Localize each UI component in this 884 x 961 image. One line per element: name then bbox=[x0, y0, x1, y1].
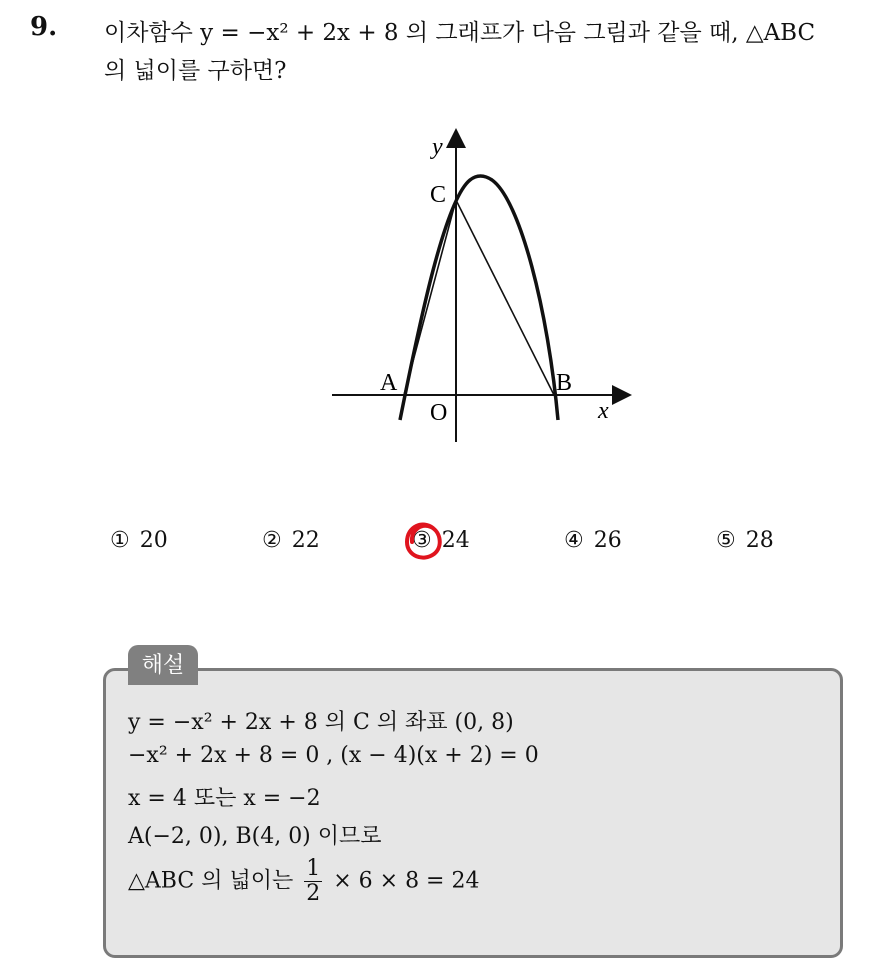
origin-label: O bbox=[430, 400, 448, 426]
choice-value: 26 bbox=[593, 528, 622, 553]
solution-tab: 해설 bbox=[128, 645, 198, 685]
choice-value: 22 bbox=[291, 528, 320, 553]
parabola-curve bbox=[400, 176, 558, 420]
solution-line-4: A(−2, 0), B(4, 0) 이므로 bbox=[128, 824, 382, 849]
fraction-numerator: 1 bbox=[306, 856, 321, 881]
question-line-2: 의 넓이를 구하면? bbox=[104, 58, 287, 84]
choice-value: 24 bbox=[441, 528, 470, 553]
parabola-figure bbox=[320, 120, 640, 450]
y-axis-label: y bbox=[432, 134, 443, 160]
fraction-denominator: 2 bbox=[306, 881, 321, 906]
solution-line-3: x = 4 또는 x = −2 bbox=[128, 786, 321, 811]
choice-1[interactable] bbox=[110, 528, 168, 553]
choice-5[interactable] bbox=[716, 528, 774, 553]
choice-value: 28 bbox=[745, 528, 774, 553]
question-line-1: 이차함수 y = −x² + 2x + 8 의 그래프가 다음 그림과 같을 때, △ABC bbox=[104, 20, 816, 46]
area-suffix: × 6 × 8 = 24 bbox=[333, 868, 480, 894]
point-b-label: B bbox=[556, 370, 573, 396]
question-text bbox=[104, 14, 874, 90]
area-prefix: △ABC 의 넓이는 bbox=[128, 868, 294, 894]
question-number: 9. bbox=[30, 12, 58, 42]
solution-line-5 bbox=[128, 857, 479, 906]
choice-mark: ① bbox=[110, 528, 130, 553]
choice-value: 20 bbox=[139, 528, 168, 553]
solution-line-2: −x² + 2x + 8 = 0 , (x − 4)(x + 2) = 0 bbox=[128, 743, 539, 768]
point-a-label: A bbox=[380, 370, 398, 396]
fraction bbox=[304, 857, 322, 906]
segment-ac bbox=[404, 200, 456, 395]
choice-mark: ④ bbox=[564, 528, 584, 553]
x-axis-label: x bbox=[598, 398, 609, 424]
answer-circle-icon bbox=[403, 520, 443, 564]
choice-2[interactable] bbox=[262, 528, 320, 553]
solution-box bbox=[103, 668, 843, 958]
choice-mark: ⑤ bbox=[716, 528, 736, 553]
choice-mark: ③ bbox=[412, 528, 432, 553]
point-c-label: C bbox=[430, 182, 447, 208]
choice-4[interactable] bbox=[564, 528, 622, 553]
choice-mark: ② bbox=[262, 528, 282, 553]
solution-line-1: y = −x² + 2x + 8 의 C 의 좌표 (0, 8) bbox=[128, 710, 514, 735]
